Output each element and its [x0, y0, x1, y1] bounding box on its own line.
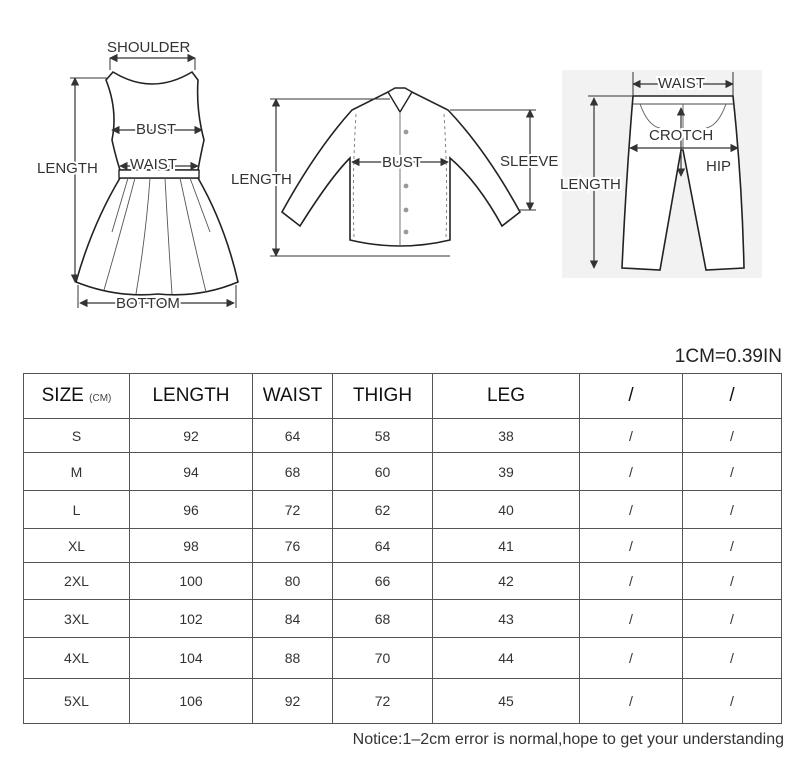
cell-leg: 40 [433, 491, 580, 529]
cell-length: 106 [130, 679, 253, 724]
cell-leg: 42 [433, 563, 580, 600]
cell-length: 92 [130, 419, 253, 453]
pants-length-label: LENGTH [560, 176, 621, 193]
cell-thigh: 72 [333, 679, 433, 724]
cell-length: 94 [130, 453, 253, 491]
table-body [24, 419, 782, 724]
cell-size: 4XL [24, 638, 130, 679]
cell-size: L [24, 491, 130, 529]
cell-size: 2XL [24, 563, 130, 600]
table-row [24, 563, 782, 600]
cell-waist: 88 [253, 638, 333, 679]
cell-thigh: 60 [333, 453, 433, 491]
cell-leg: 44 [433, 638, 580, 679]
cell-col7: / [683, 419, 782, 453]
pants-diagram [560, 70, 762, 278]
dress-skirt [76, 178, 238, 295]
cell-size: XL [24, 529, 130, 563]
header-thigh: THIGH [333, 374, 433, 419]
table-row [24, 491, 782, 529]
cell-col6: / [580, 679, 683, 724]
header-length: LENGTH [130, 374, 253, 419]
cell-waist: 80 [253, 563, 333, 600]
table-row [24, 453, 782, 491]
cell-leg: 43 [433, 600, 580, 638]
dress-bottom-label: BOTTOM [116, 295, 180, 312]
cell-length: 96 [130, 491, 253, 529]
cell-waist: 72 [253, 491, 333, 529]
cell-thigh: 64 [333, 529, 433, 563]
pants-crotch-label: CROTCH [649, 127, 714, 144]
cell-waist: 92 [253, 679, 333, 724]
cell-col6: / [580, 453, 683, 491]
dress-bust-label: BUST [136, 121, 177, 138]
cell-col6: / [580, 638, 683, 679]
cell-waist: 84 [253, 600, 333, 638]
cell-size: S [24, 419, 130, 453]
dress-waist-label: WAIST [130, 156, 177, 173]
dress-shoulder-label: SHOULDER [107, 39, 191, 56]
cell-length: 100 [130, 563, 253, 600]
cell-col6: / [580, 600, 683, 638]
cell-leg: 41 [433, 529, 580, 563]
cell-leg: 45 [433, 679, 580, 724]
table-row [24, 529, 782, 563]
table-row [24, 638, 782, 679]
cell-thigh: 58 [333, 419, 433, 453]
cell-col6: / [580, 529, 683, 563]
header-empty-1: / [580, 374, 683, 419]
shirt-sleeve-label: SLEEVE [500, 153, 559, 170]
notice-text: Notice:1–2cm error is normal,hope to get your understanding [352, 731, 784, 748]
cell-thigh: 68 [333, 600, 433, 638]
cell-col7: / [683, 638, 782, 679]
table-header-row [24, 374, 782, 419]
cell-length: 98 [130, 529, 253, 563]
header-size [24, 374, 130, 419]
cell-size: M [24, 453, 130, 491]
cell-size: 3XL [24, 600, 130, 638]
cell-col7: / [683, 453, 782, 491]
cell-length: 104 [130, 638, 253, 679]
header-size-label: SIZE [41, 385, 84, 406]
shirt-length-label: LENGTH [231, 171, 292, 188]
cell-col6: / [580, 563, 683, 600]
unit-conversion: 1CM=0.39IN [674, 346, 782, 367]
cell-leg: 38 [433, 419, 580, 453]
cell-col7: / [683, 679, 782, 724]
cell-col7: / [683, 491, 782, 529]
header-size-unit: (CM) [89, 393, 112, 404]
cell-col7: / [683, 529, 782, 563]
pants-hip-label: HIP [706, 158, 732, 175]
table-row [24, 679, 782, 724]
cell-waist: 76 [253, 529, 333, 563]
cell-thigh: 62 [333, 491, 433, 529]
cell-waist: 64 [253, 419, 333, 453]
header-empty-2: / [683, 374, 782, 419]
shirt-diagram [231, 88, 558, 256]
cell-col7: / [683, 563, 782, 600]
cell-size: 5XL [24, 679, 130, 724]
pants-waist-label: WAIST [658, 75, 705, 92]
cell-length: 102 [130, 600, 253, 638]
cell-thigh: 70 [333, 638, 433, 679]
header-waist: WAIST [253, 374, 333, 419]
dress-diagram [37, 39, 238, 312]
cell-leg: 39 [433, 453, 580, 491]
dress-length-label: LENGTH [37, 160, 98, 177]
cell-col7: / [683, 600, 782, 638]
size-chart-table [23, 373, 782, 724]
table-row [24, 419, 782, 453]
header-leg: LEG [433, 374, 580, 419]
table-row [24, 600, 782, 638]
shirt-bust-label: BUST [382, 154, 423, 171]
cell-thigh: 66 [333, 563, 433, 600]
measurement-illustrations [0, 0, 800, 330]
cell-col6: / [580, 419, 683, 453]
cell-col6: / [580, 491, 683, 529]
cell-waist: 68 [253, 453, 333, 491]
